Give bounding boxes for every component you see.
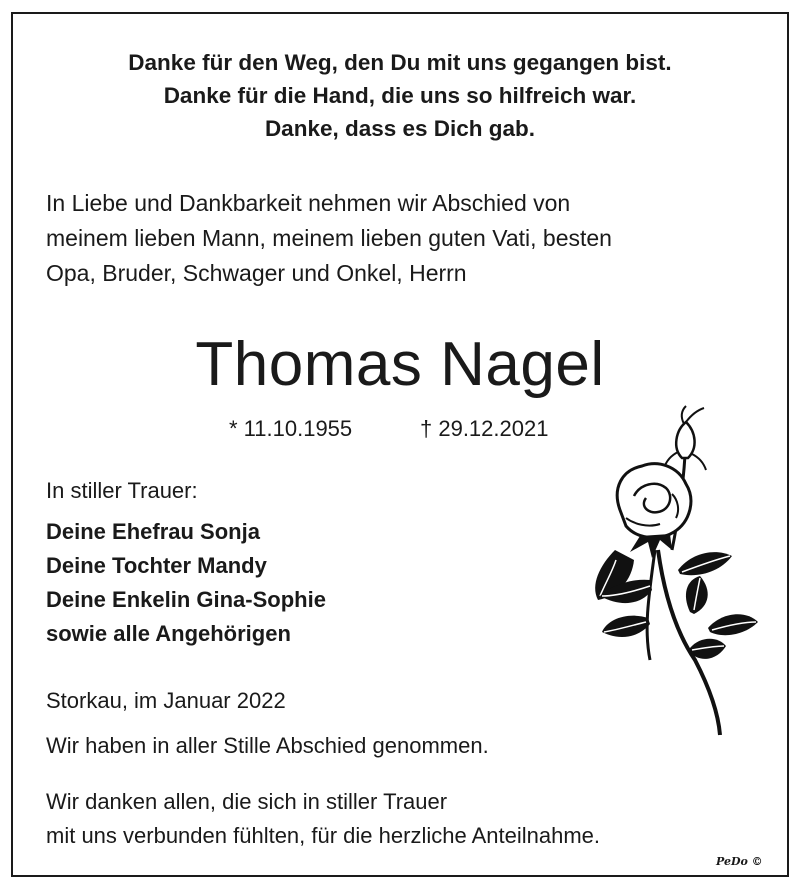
- deceased-name: Thomas Nagel: [195, 330, 605, 399]
- private-farewell: Wir haben in aller Stille Abschied genommen.: [46, 733, 489, 758]
- mourning-label: In stiller Trauer:: [46, 478, 198, 503]
- thanks-line: Wir danken allen, die sich in stiller Trauer: [46, 789, 448, 814]
- mourners-list: [46, 515, 326, 651]
- signature-mark: PeDo ©: [716, 855, 763, 868]
- motto-block: [0, 46, 800, 145]
- death-date: † 29.12.2021: [420, 416, 549, 441]
- thanks-line: mit uns verbunden fühlten, für die herzliche Anteilnahme.: [46, 823, 600, 848]
- intro-line: In Liebe und Dankbarkeit nehmen wir Abschied von: [46, 190, 571, 216]
- mourner-name: Deine Tochter Mandy: [46, 553, 267, 578]
- intro-line: meinem lieben Mann, meinem lieben guten Vati, besten: [46, 225, 612, 251]
- mourner-name: Deine Ehefrau Sonja: [46, 519, 260, 544]
- thanks-text: [46, 785, 600, 853]
- intro-text: [46, 186, 746, 291]
- intro-line: Opa, Bruder, Schwager und Onkel, Herrn: [46, 260, 467, 286]
- place-date: Storkau, im Januar 2022: [46, 688, 286, 713]
- motto-line: Danke für den Weg, den Du mit uns gegangen bist.: [128, 50, 672, 75]
- motto-line: Danke, dass es Dich gab.: [264, 116, 536, 141]
- mourner-name: Deine Enkelin Gina-Sophie: [46, 587, 326, 612]
- mourner-name: sowie alle Angehörigen: [46, 621, 291, 646]
- motto-line: Danke für die Hand, die uns so hilfreich war.: [163, 83, 637, 108]
- birth-date: * 11.10.1955: [229, 416, 353, 441]
- rose-icon: [560, 400, 765, 740]
